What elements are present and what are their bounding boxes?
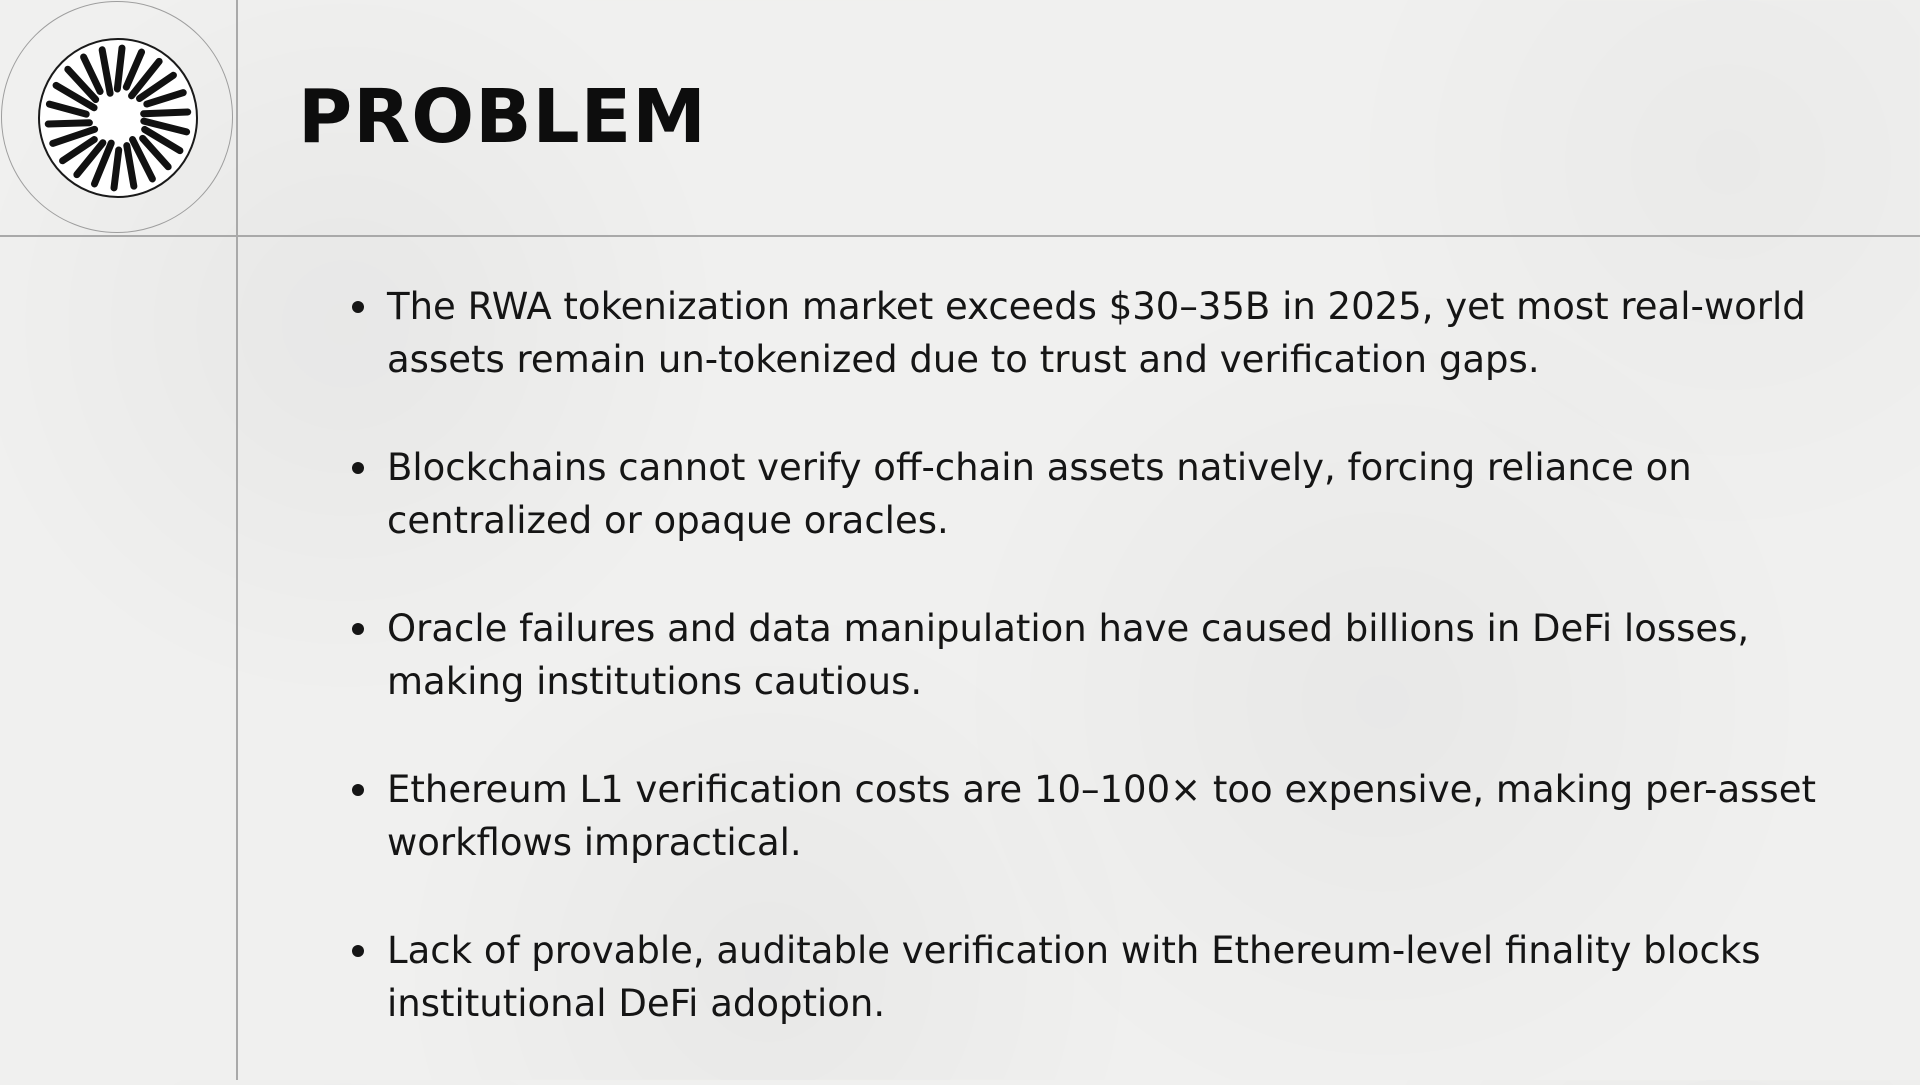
bullet-dot	[352, 784, 364, 796]
bullet-dot	[352, 462, 364, 474]
vertical-divider	[236, 0, 238, 1080]
bullet-text: The RWA tokenization market exceeds $30–35B in 2025, yet most real-world assets remain un-tokenized due to trust and verification gaps.	[387, 285, 1806, 381]
page-title: PROBLEM	[298, 74, 707, 160]
list-item	[350, 602, 1850, 763]
bullet-text: Blockchains cannot verify off-chain assets natively, forcing reliance on centralized or opaque oracles.	[387, 446, 1692, 542]
burst-ray	[114, 150, 119, 188]
list-item	[350, 441, 1850, 602]
list-item	[350, 280, 1850, 441]
bullet-text: Ethereum L1 verification costs are 10–100× too expensive, making per-asset workflows impractical.	[387, 768, 1816, 864]
problem-list	[350, 280, 1850, 1085]
list-item	[350, 763, 1850, 924]
burst-ray	[117, 48, 122, 89]
burst-ray	[48, 123, 89, 124]
bullet-dot	[352, 945, 364, 957]
radial-burst-icon	[37, 37, 199, 199]
burst-ray	[144, 112, 188, 114]
horizontal-divider	[0, 235, 1920, 237]
bullet-dot	[352, 623, 364, 635]
bullet-text: Lack of provable, auditable verification with Ethereum-level finality blocks institutional DeFi adoption.	[387, 929, 1761, 1025]
list-item	[350, 924, 1850, 1085]
bullet-text: Oracle failures and data manipulation have caused billions in DeFi losses, making institutions cautious.	[387, 607, 1750, 703]
bullet-dot	[352, 301, 364, 313]
